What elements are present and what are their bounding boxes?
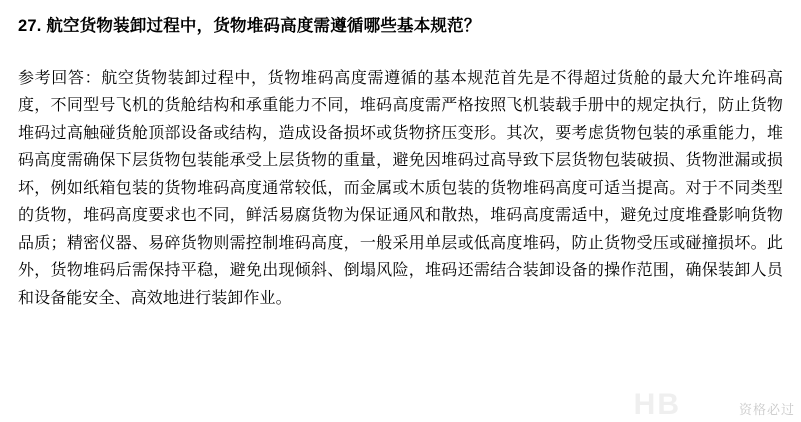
- watermark: 资格必过: [738, 402, 795, 417]
- question-heading: 27. 航空货物装卸过程中，货物堆码高度需遵循哪些基本规范？: [18, 17, 481, 35]
- watermark-ghost: HB: [633, 388, 681, 421]
- answer-body: 参考回答：航空货物装卸过程中，货物堆码高度需遵循的基本规范首先是不得超过货舱的最大允许堆码高度，不同型号飞机的货舱结构和承重能力不同，堆码高度需严格按照飞机装载手册中的规定执行，防止货物堆码过高触碰货舱顶部设备或结构，造成设备损坏或货物挤压变形。其次，要考虑货物包装的承重能力，堆码高度需确保下层货物包装能承受上层货物的重量，避免因堆码过高导致下层货物包装破损、货物泄漏或损坏，例如纸箱包装的货物堆码高度通常较低，而金属或木质包装的货物堆码高度可适当提高。对于不同类型的货物，堆码高度要求也不同，鲜活易腐货物为保证通风和散热，堆码高度需适中，避免过度堆叠影响货物品质；精密仪器、易碎货物则需控制堆码高度，一般采用单层或低高度堆码，防止货物受压或碰撞损坏。此外，货物堆码后需保持平稳，避免出现倾斜、倒塌风险，堆码还需结合装卸设备的操作范围，确保装卸人员和设备能安全、高效地进行装卸作业。: [18, 69, 783, 307]
